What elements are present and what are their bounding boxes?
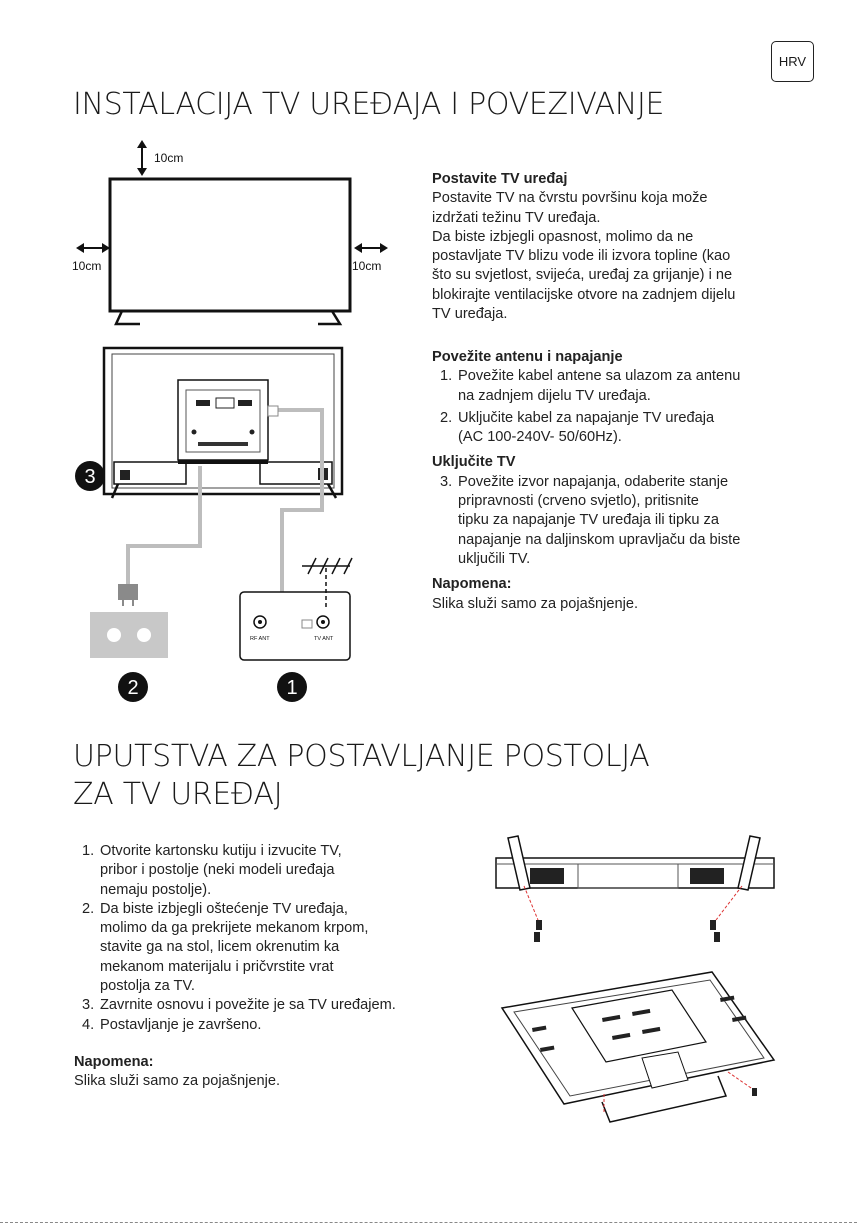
step-line: postolja za TV. [100, 978, 195, 995]
marker-3-label: 3 [84, 466, 96, 488]
wall-socket [90, 612, 168, 658]
section-title-line: UPUTSTVA ZA POSTAVLJANJE POSTOLJA [73, 739, 650, 774]
stand-mounting-illustration [492, 968, 782, 1130]
tv-clearance-diagram [60, 138, 400, 338]
list-item [432, 367, 782, 406]
rf-ant-label: RF ANT [250, 636, 270, 642]
step-number: 2. [82, 900, 95, 917]
step-number: 4. [82, 1016, 95, 1033]
place-tv-block [432, 170, 772, 324]
dim-right-label: 10cm [352, 259, 382, 273]
step-line: Povežite kabel antene sa ulazom za antenu [458, 368, 741, 385]
section-title-line: ZA TV UREĐAJ [73, 777, 283, 812]
step-number: 2. [440, 409, 453, 426]
language-badge: HRV [771, 41, 814, 82]
turn-on-heading: Uključite TV [432, 454, 516, 471]
place-tv-line: Da biste izbjegli opasnost, molimo da ne [432, 228, 694, 245]
step-line: Zavrnite osnovu i povežite je sa TV uređajem. [100, 997, 396, 1014]
dim-left-label: 10cm [72, 259, 102, 273]
tv-connection-diagram [70, 340, 370, 710]
dim-top-label: 10cm [154, 151, 184, 165]
top-clearance-arrow [137, 140, 147, 176]
list-item [74, 996, 434, 1015]
step-number: 3. [82, 997, 95, 1014]
list-item [74, 900, 434, 996]
step-line: pribor i postolje (neki modeli uređaja [100, 862, 335, 879]
tv-back-panel [104, 348, 342, 494]
note-heading: Napomena: [432, 576, 512, 593]
step-line: molimo da ga prekrijete mekanom krpom, [100, 920, 369, 937]
place-tv-line: što su svjetlost, svijeća, uređaj za grijanje) i ne [432, 267, 733, 284]
marker-1-label: 1 [286, 677, 298, 699]
step-line: tipku za napajanje TV uređaja ili tipku za [458, 512, 719, 529]
tv-ant-label: TV ANT [314, 636, 334, 642]
note-text: Slika služi samo za pojašnjenje. [74, 1073, 281, 1090]
list-item [432, 473, 782, 569]
right-clearance-arrow [354, 243, 388, 253]
note-heading: Napomena: [74, 1053, 154, 1070]
stand-feet-illustration [490, 828, 780, 948]
place-tv-heading: Postavite TV uređaj [432, 171, 568, 187]
step-line: Postavljanje je završeno. [100, 1016, 262, 1033]
step-line: na zadnjem dijelu TV uređaja. [458, 387, 651, 404]
step-line: nemaju postolje). [100, 881, 212, 898]
place-tv-line: blokirajte ventilacijske otvore na zadnjem dijelu [432, 286, 736, 303]
step-line: mekanom materijalu i pričvrstite vrat [100, 958, 334, 975]
bottom-divider [0, 1222, 857, 1223]
step-line: napajanje na daljinskom upravljaču da biste [458, 531, 741, 548]
place-tv-line: TV uređaja. [432, 306, 508, 323]
step-line: pripravnosti (crveno svjetlo), pritisnite [458, 493, 699, 510]
power-plug [118, 584, 138, 600]
tv-foot-right [318, 311, 340, 324]
step-line: Da biste izbjegli oštećenje TV uređaja, [100, 900, 348, 917]
place-tv-line: izdržati težinu TV uređaja. [432, 209, 601, 226]
place-tv-line: Postavite TV na čvrstu površinu koja može [432, 190, 708, 207]
section-title-installation: INSTALACIJA TV UREĐAJA I POVEZIVANJE [73, 87, 665, 122]
step-line: (AC 100-240V- 50/60Hz). [458, 429, 622, 446]
tv-screen [110, 179, 350, 311]
step-number: 1. [440, 368, 453, 385]
step-line: uključili TV. [458, 550, 531, 567]
tv-foot-left [116, 311, 140, 324]
step-line: Uključite kabel za napajanje TV uređaja [458, 409, 715, 426]
connect-heading: Povežite antenu i napajanje [432, 349, 623, 365]
step-number: 3. [440, 473, 453, 490]
place-tv-line: postavljate TV blizu vode ili izvora topline (kao [432, 248, 731, 265]
step-number: 1. [82, 843, 95, 859]
marker-2-label: 2 [127, 677, 139, 699]
left-clearance-arrow [76, 243, 110, 253]
step-line: Povežite izvor napajanja, odaberite stanje [458, 473, 729, 490]
section-title-stand [73, 738, 650, 814]
connect-block [432, 348, 782, 614]
list-item [432, 409, 782, 448]
step-line: stavite ga na stol, licem okrenutim ka [100, 939, 340, 956]
step-line: Otvorite kartonsku kutiju i izvucite TV, [100, 843, 342, 859]
note-text: Slika služi samo za pojašnjenje. [432, 595, 639, 612]
stand-steps-block [74, 842, 434, 1092]
list-item [74, 1016, 434, 1035]
list-item [74, 842, 434, 900]
